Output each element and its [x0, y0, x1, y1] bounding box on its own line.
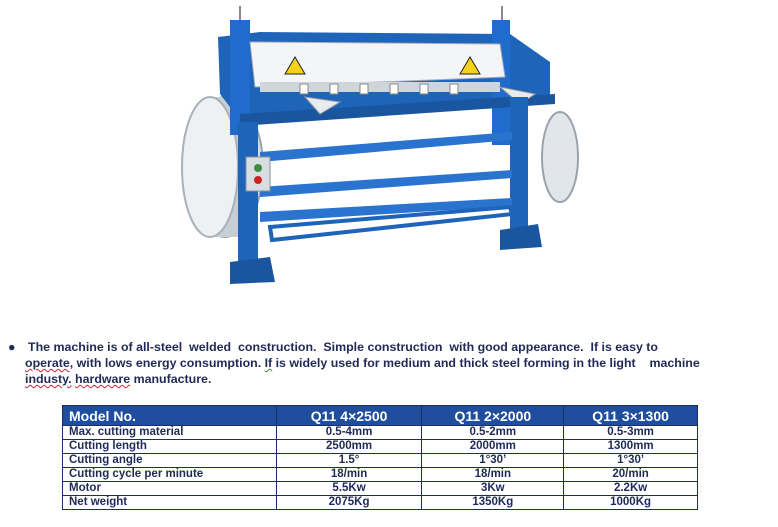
spec-table [62, 405, 698, 510]
description-word-operate: operate, [25, 356, 74, 370]
bullet-icon: ● [8, 340, 16, 354]
cell-value: 2.2Kw [564, 482, 698, 496]
cell-value: 1300mm [564, 440, 698, 454]
cell-value: 18/min [276, 468, 422, 482]
row-label: Cutting cycle per minute [63, 468, 277, 482]
table-row [63, 426, 698, 440]
cell-value: 1350Kg [422, 496, 564, 510]
description-word-if: If [264, 356, 273, 370]
description-line-1: The machine is of all-steel welded construction. Simple construction with good appearance. If is easy to [28, 340, 658, 354]
cell-value: 1°30’ [422, 454, 564, 468]
cell-value: 1.5° [276, 454, 422, 468]
cell-value: 0.5-3mm [564, 426, 698, 440]
table-row [63, 468, 698, 482]
cell-value: 0.5-2mm [422, 426, 564, 440]
row-label: Max. cutting material [63, 426, 277, 440]
cell-value: 2000mm [422, 440, 564, 454]
header-model-3: Q11 3×1300 [564, 406, 698, 426]
description-fragment: is widely used for medium and thick steel forming in the light machine [272, 356, 700, 370]
cell-value: 0.5-4mm [276, 426, 422, 440]
cell-value: 2500mm [276, 440, 422, 454]
table-row [63, 440, 698, 454]
cell-value: 3Kw [422, 482, 564, 496]
table-row [63, 482, 698, 496]
table-row [63, 454, 698, 468]
description-word-industy: industy. [25, 372, 72, 386]
cell-value: 2075Kg [276, 496, 422, 510]
cell-value: 1°30’ [564, 454, 698, 468]
header-model-no: Model No. [63, 406, 277, 426]
description-line-3 [8, 371, 768, 387]
cell-value: 5.5Kw [276, 482, 422, 496]
description-word-hardware: hardware [75, 372, 131, 386]
header-model-2: Q11 2×2000 [422, 406, 564, 426]
description-fragment: with lows energy consumption. [73, 356, 265, 370]
row-label: Cutting length [63, 440, 277, 454]
spec-table-header-row [63, 406, 698, 426]
row-label: Motor [63, 482, 277, 496]
table-row [63, 496, 698, 510]
machine-description [8, 339, 768, 387]
shearing-machine-image [170, 2, 590, 287]
row-label: Net weight [63, 496, 277, 510]
header-model-1: Q11 4×2500 [276, 406, 422, 426]
cell-value: 1000Kg [564, 496, 698, 510]
cell-value: 18/min [422, 468, 564, 482]
cell-value: 20/min [564, 468, 698, 482]
row-label: Cutting angle [63, 454, 277, 468]
description-line-2 [8, 355, 768, 371]
description-fragment: manufacture. [130, 372, 212, 386]
